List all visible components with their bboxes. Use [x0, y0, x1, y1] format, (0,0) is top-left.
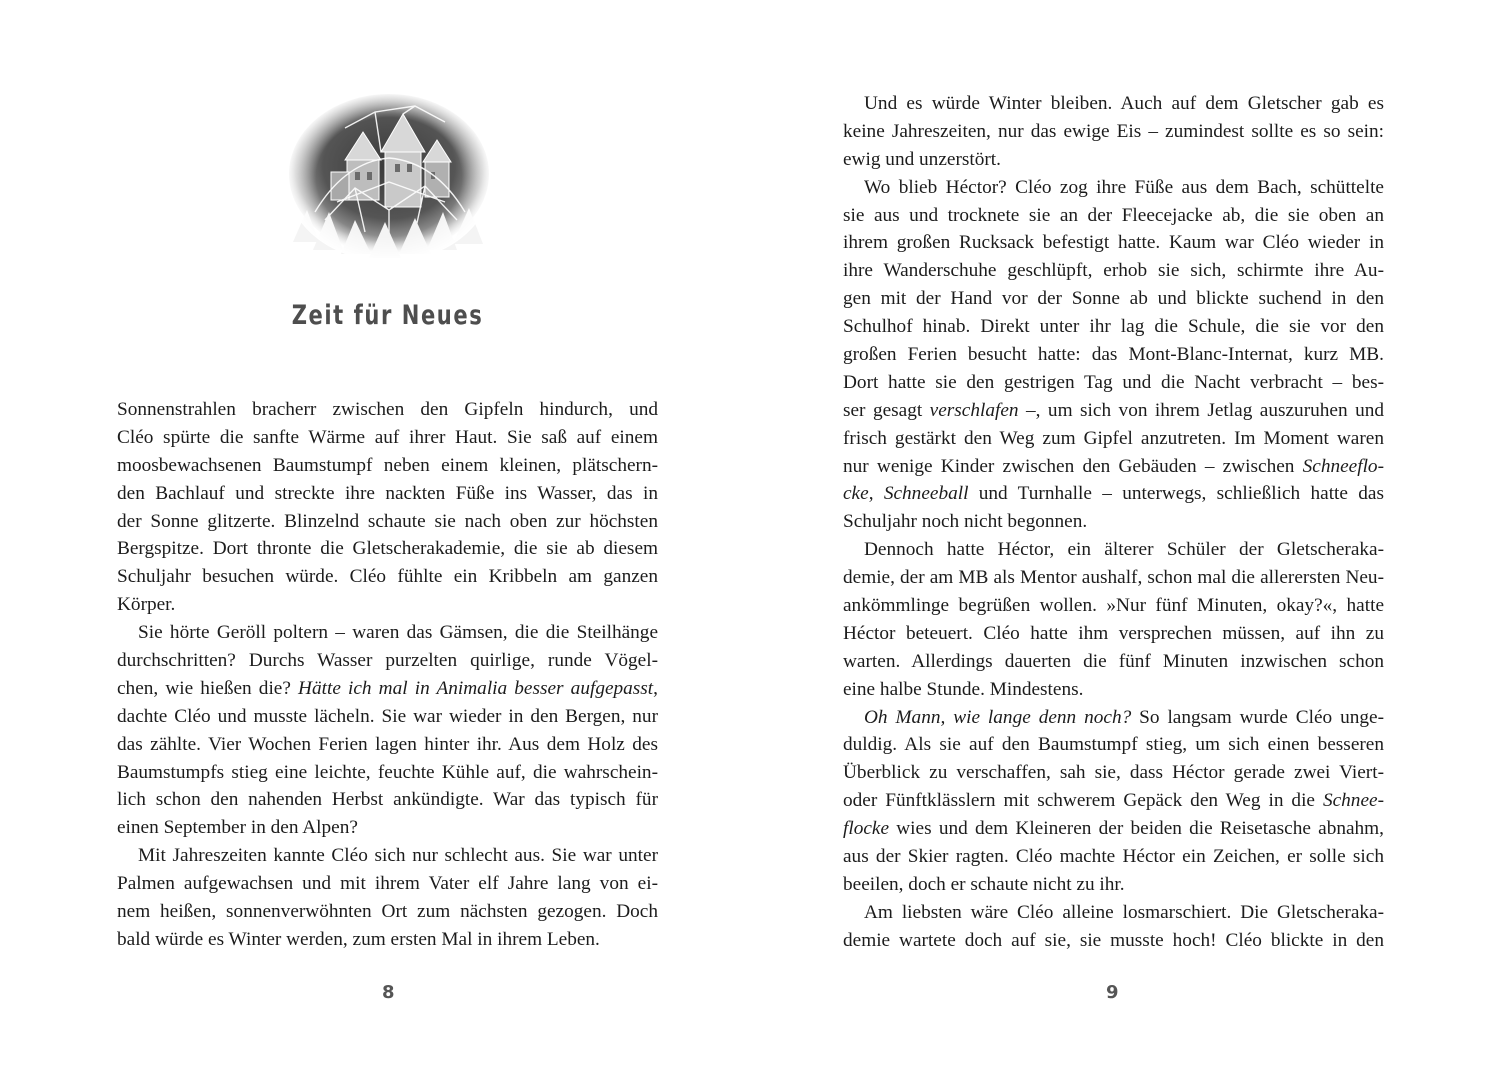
text-line: oder Fünftklässlern mit schwerem Gepäck den Weg in die Schnee-	[843, 790, 1384, 812]
right-body-text	[843, 90, 1384, 955]
text-line: ser gesagt verschlafen –, um sich von ihrem Jetlag auszuruhen und	[843, 399, 1384, 421]
page-number-left: 8	[382, 982, 395, 1003]
text-line: ankömmlinge begrüßen wollen. »Nur fünf Minuten, okay?«, hatte	[843, 595, 1384, 617]
page-number-right: 9	[1106, 982, 1119, 1003]
text-line: nur wenige Kinder zwischen den Gebäuden – zwischen Schneeflo-	[843, 455, 1384, 477]
text-line: Am liebsten wäre Cléo alleine losmarschiert. Die Gletscheraka-	[864, 901, 1384, 923]
text-line: einen September in den Alpen?	[117, 817, 358, 839]
text-line: das zählte. Vier Wochen Ferien lagen hinter ihr. Aus dem Holz des	[117, 733, 658, 755]
text-line: Cléo spürte die sanfte Wärme auf ihrer Haut. Sie saß auf einem	[117, 426, 658, 448]
text-line: frisch gestärkt den Weg zum Gipfel anzutreten. Im Moment waren	[843, 427, 1384, 449]
text-line: Bergspitze. Dort thronte die Gletscherakademie, die sie ab diesem	[117, 538, 658, 560]
text-line: sie aus und trocknete sie an der Fleecejacke ab, die sie oben an	[843, 204, 1384, 226]
text-line: Oh Mann, wie lange denn noch? So langsam wurde Cléo unge-	[864, 706, 1384, 728]
text-line: eine halbe Stunde. Mindestens.	[843, 678, 1084, 700]
text-line: ewig und unzerstört.	[843, 148, 1001, 170]
text-line: nem heißen, sonnenverwöhnten Ort zum nächsten gezogen. Doch	[117, 901, 658, 923]
text-line: ihrem großen Rucksack befestigt hatte. Kaum war Cléo wieder in	[843, 232, 1384, 254]
left-body-text	[117, 396, 658, 954]
text-line: Und es würde Winter bleiben. Auch auf dem Gletscher gab es	[864, 93, 1384, 114]
text-line: demie, der am MB als Mentor aushalf, schon mal die allerersten Neu-	[843, 567, 1384, 589]
text-line: der Sonne glitzerte. Blinzelnd schaute sie nach oben zur höchsten	[117, 510, 658, 532]
text-line: den Bachlauf und streckte ihre nackten Füße ins Wasser, das in	[117, 482, 658, 504]
text-line: ihre Wanderschuhe geschlüpft, erhob sie sich, schirmte ihre Au-	[843, 260, 1384, 282]
text-line: Körper.	[117, 594, 176, 616]
text-line: großen Ferien besucht hatte: das Mont-Blanc-Internat, kurz MB.	[843, 344, 1384, 366]
text-line: Dort hatte sie den gestrigen Tag und die Nacht verbracht – bes-	[843, 371, 1384, 393]
text-line: Schuljahr besuchen würde. Cléo fühlte ein Kribbeln am ganzen	[117, 566, 658, 588]
text-line: Baumstumpfs stieg eine leichte, feuchte Kühle auf, die wahrschein-	[117, 761, 658, 783]
text-line: beeilen, doch er schaute nicht zu ihr.	[843, 873, 1125, 895]
text-line: durchschritten? Durchs Wasser purzelten quirlige, runde Vögel-	[117, 650, 658, 672]
text-line: lich schon den nahenden Herbst ankündigte. War das typisch für	[117, 789, 658, 811]
text-line: Sie hörte Geröll poltern – waren das Gämsen, die die Steilhänge	[138, 622, 658, 644]
left-page	[117, 0, 658, 1086]
text-line: duldig. Als sie auf den Baumstumpf stieg, um sich einen besseren	[843, 734, 1384, 756]
text-line: moosbewachsenen Baumstumpf neben einem kleinen, plätschern-	[117, 454, 658, 476]
text-line: warten. Allerdings dauerten die fünf Minuten inzwischen schon	[843, 650, 1384, 672]
text-line: Schulhof hinab. Direkt unter ihr lag die Schule, die sie vor den	[843, 316, 1384, 338]
text-line: dachte Cléo und musste lächeln. Sie war wieder in den Bergen, nur	[117, 705, 658, 727]
text-line: cke, Schneeball und Turnhalle – unterwegs, schließlich hatte das	[843, 483, 1384, 505]
text-line: Mit Jahreszeiten kannte Cléo sich nur schlecht aus. Sie war unter	[138, 845, 658, 867]
text-line: flocke wies und dem Kleineren der beiden die Reisetasche abnahm,	[843, 818, 1384, 840]
text-line: gen mit der Hand vor der Sonne ab und blickte suchend in den	[843, 288, 1384, 310]
castle-on-glacier-illustration	[285, 92, 493, 262]
text-line: bald würde es Winter werden, zum ersten Mal in ihrem Leben.	[117, 928, 600, 950]
text-line: Überblick zu verschaffen, sah sie, dass Héctor gerade zwei Viert-	[843, 762, 1384, 784]
text-line: aus der Skier ragten. Cléo machte Héctor ein Zeichen, er solle sich	[843, 846, 1384, 868]
text-line: Palmen aufgewachsen und mit ihrem Vater elf Jahre lang von ei-	[117, 873, 658, 895]
chapter-title: Zeit für Neues	[291, 300, 484, 331]
text-line: Wo blieb Héctor? Cléo zog ihre Füße aus dem Bach, schüttelte	[864, 176, 1384, 198]
text-line: Héctor beteuert. Cléo hatte ihm versprechen müssen, auf ihn zu	[843, 622, 1384, 644]
right-page	[843, 0, 1384, 1086]
text-line: Dennoch hatte Héctor, ein älterer Schüler der Gletscheraka-	[864, 539, 1384, 561]
text-line: keine Jahreszeiten, nur das ewige Eis – zumindest sollte es so sein:	[843, 120, 1384, 142]
text-line: demie wartete doch auf sie, sie musste hoch! Cléo blickte in den	[843, 929, 1384, 951]
text-line: chen, wie hießen die? Hätte ich mal in Animalia besser aufgepasst,	[117, 677, 658, 699]
text-line: Schuljahr noch nicht begonnen.	[843, 511, 1088, 533]
text-line: Sonnenstrahlen bracherr zwischen den Gipfeln hindurch, und	[117, 399, 658, 420]
